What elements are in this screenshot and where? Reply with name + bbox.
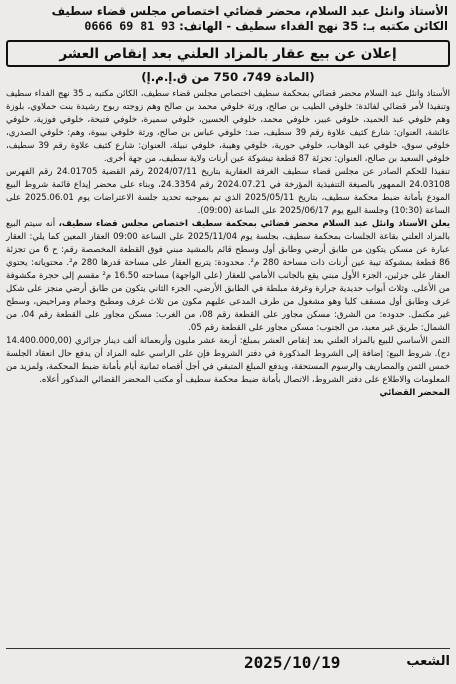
announcement-banner [6, 40, 450, 67]
announcement-lead: يعلن الأستاذ وانئل عبد السلام محضر قضائي بمحكمة سطيف اختصاص مجلس قضاء سطيف، [58, 219, 450, 229]
address-text: الكائن مكتبه بـ: 35 نهج الفداء سطيف - الهاتف: [179, 19, 448, 33]
legal-article-reference: (المادة 749، 750 من ق.إ.م.إ) [141, 70, 315, 84]
address-phone-line [8, 19, 448, 34]
body-paragraph-parties: الأستاذ وانئل عبد السلام محضر قضائي بمحكمة سطيف اختصاص مجلس قضاء سطيف، الكائن مكتبه بـ 35 نهج الفداء سطيف وتنفيذا لأمر قضائي لفائدة: خلوفي الطيب بن صالح، ورثة خلوفي محمد بن صالح وهم زوجته ربوح رشيدة بنت حملاوي، بلوزة وهم خلوفي عبد الحميد، خلوفي عبير، خلوفي محمد، خلوفي الحسين، خلوفي سميرة، خلوفي فتيحة، خلوفي فوزية، خلوفي عائشة، العنوان: شارع كثيف علاوة رقم 39 سطيف، ضد: خلوفي عباس بن صالح، ورثة خلوفي بيبوة، وهم: خلوفي الصدري، خلوفي سوق، خلوفي عبد الوهاب، خلوفي حورية، خلوفي وهيبة، خلوفي نبيلة، العنوان: شارع كثيف علاوة رقم 39 سطيف، خلوفي السعيد بن صالح، العنوان: تجزئة 87 قطعة تيشوكة عين أرنات ولاية سطيف، من جهة أخرى. [6, 89, 451, 164]
body-paragraph-price-terms: الثمن الأساسي للبيع بالمزاد العلني بعد إنقاص العشر بمبلغ: أربعة عشر مليون وأربعمائة ألف دينار جزائري (14.400.000,00 دج). شروط البيع: إضافة إلى الشروط المذكورة في دفتر الشروط فإن على الراسي عليه المزاد أن يدفع حال انعقاد الجلسة خمس الثمن والمصاريف والرسوم المستحقة، ويدفع المبلغ المتبقي في أجل أقصاه ثمانية أيام بأمانة ضبط المحكمة، ولمزيد من المعلومات والاطلاع على دفتر الشروط، الاتصال بأمانة ضبط محكمة سطيف أو مكتب المحضر القضائي المذكور أعلاه. [6, 336, 450, 385]
publication-date: 2025/10/19 [244, 653, 341, 672]
bailiff-name-line: الأستاذ وانئل عبد السلام، محضر قضائي اختصاص مجلس قضاء سطيف [51, 4, 448, 18]
publication-footer [6, 648, 450, 679]
announcement-body [6, 88, 450, 400]
banner-title: إعلان عن بيع عقار بالمزاد العلني بعد إنقاص العشر [59, 46, 397, 62]
property-description: أنه سيتم البيع بالمزاد العلني بقاعة الجلسات بمحكمة سطيف، بجلسة يوم 2025/11/04 على الساعة 09:00 العقار المعين كما يلي: العقار عبارة عن مسكن يتكون من طابق أرضي وطابق أول وسطح قائم بالمشيد مبني فوق القطعة المخصصة رقم: ح 6 من تجزئة 86 قطعة بمشوكة تيبة عين أرنات ذات مساحة 280 م². محدودة: يتربع العقار على مساحة قدرها 280 م². محتوياته: يحتوي العقار على جزئين، الجزء الأول مبني يقع بالجانب الأمامي للعقار (على الواجهة) مساحته 16.50 م² مقسم إلى حجرة مكشوفة من الأعلى. وثلاث أبواب حديدية جرارة وغرفة مبلطة في الطابق الأرضي، الجزء الثاني يتكون من طابق أرضي منجز على شكل غرف وطابق أول مسقف كليا وهو مشغول من طرف المدعى عليهم مكون من ثلاث غرف ومطبخ وحمام ومراحيض، وسطح غير مكتمل. حدوده: من الشرق: مسكن مجاور على القطعة رقم 08، من الغرب: مسكن مجاور على القطعة رقم 04، من الشمال: طريق غير معبد، من الجنوب: مسكن مجاور على القطعة رقم 05. [6, 219, 451, 333]
body-paragraph-property [6, 218, 450, 335]
signature: المحضر القضائي [379, 388, 450, 398]
bailiff-header [8, 4, 448, 34]
body-paragraph-judgment: تنفيذا للحكم الصادر عن مجلس قضاء سطيف الغرفة العقارية بتاريخ 2024/07/11 رقم القضية 24.01705 رقم الفهرس 24.03108 الممهور بالصيغة التنفيذية المؤرخة في 2024.07.21 رقم 24.3354، وبناء على محضر إيداع قائمة شروط البيع المودع بأمانة ضبط محكمة سطيف، بتاريخ 2025/05/11 الذي تم بموجبه تحديد جلسة الاعتراضات يوم 2025.06.01 على الساعة (10:30) وجلسة البيع يوم 2025/06/17 على الساعة (09:00). [6, 167, 450, 216]
newspaper-name: الشعب [406, 654, 450, 669]
phone-number: 0666 69 81 93 [84, 19, 176, 33]
